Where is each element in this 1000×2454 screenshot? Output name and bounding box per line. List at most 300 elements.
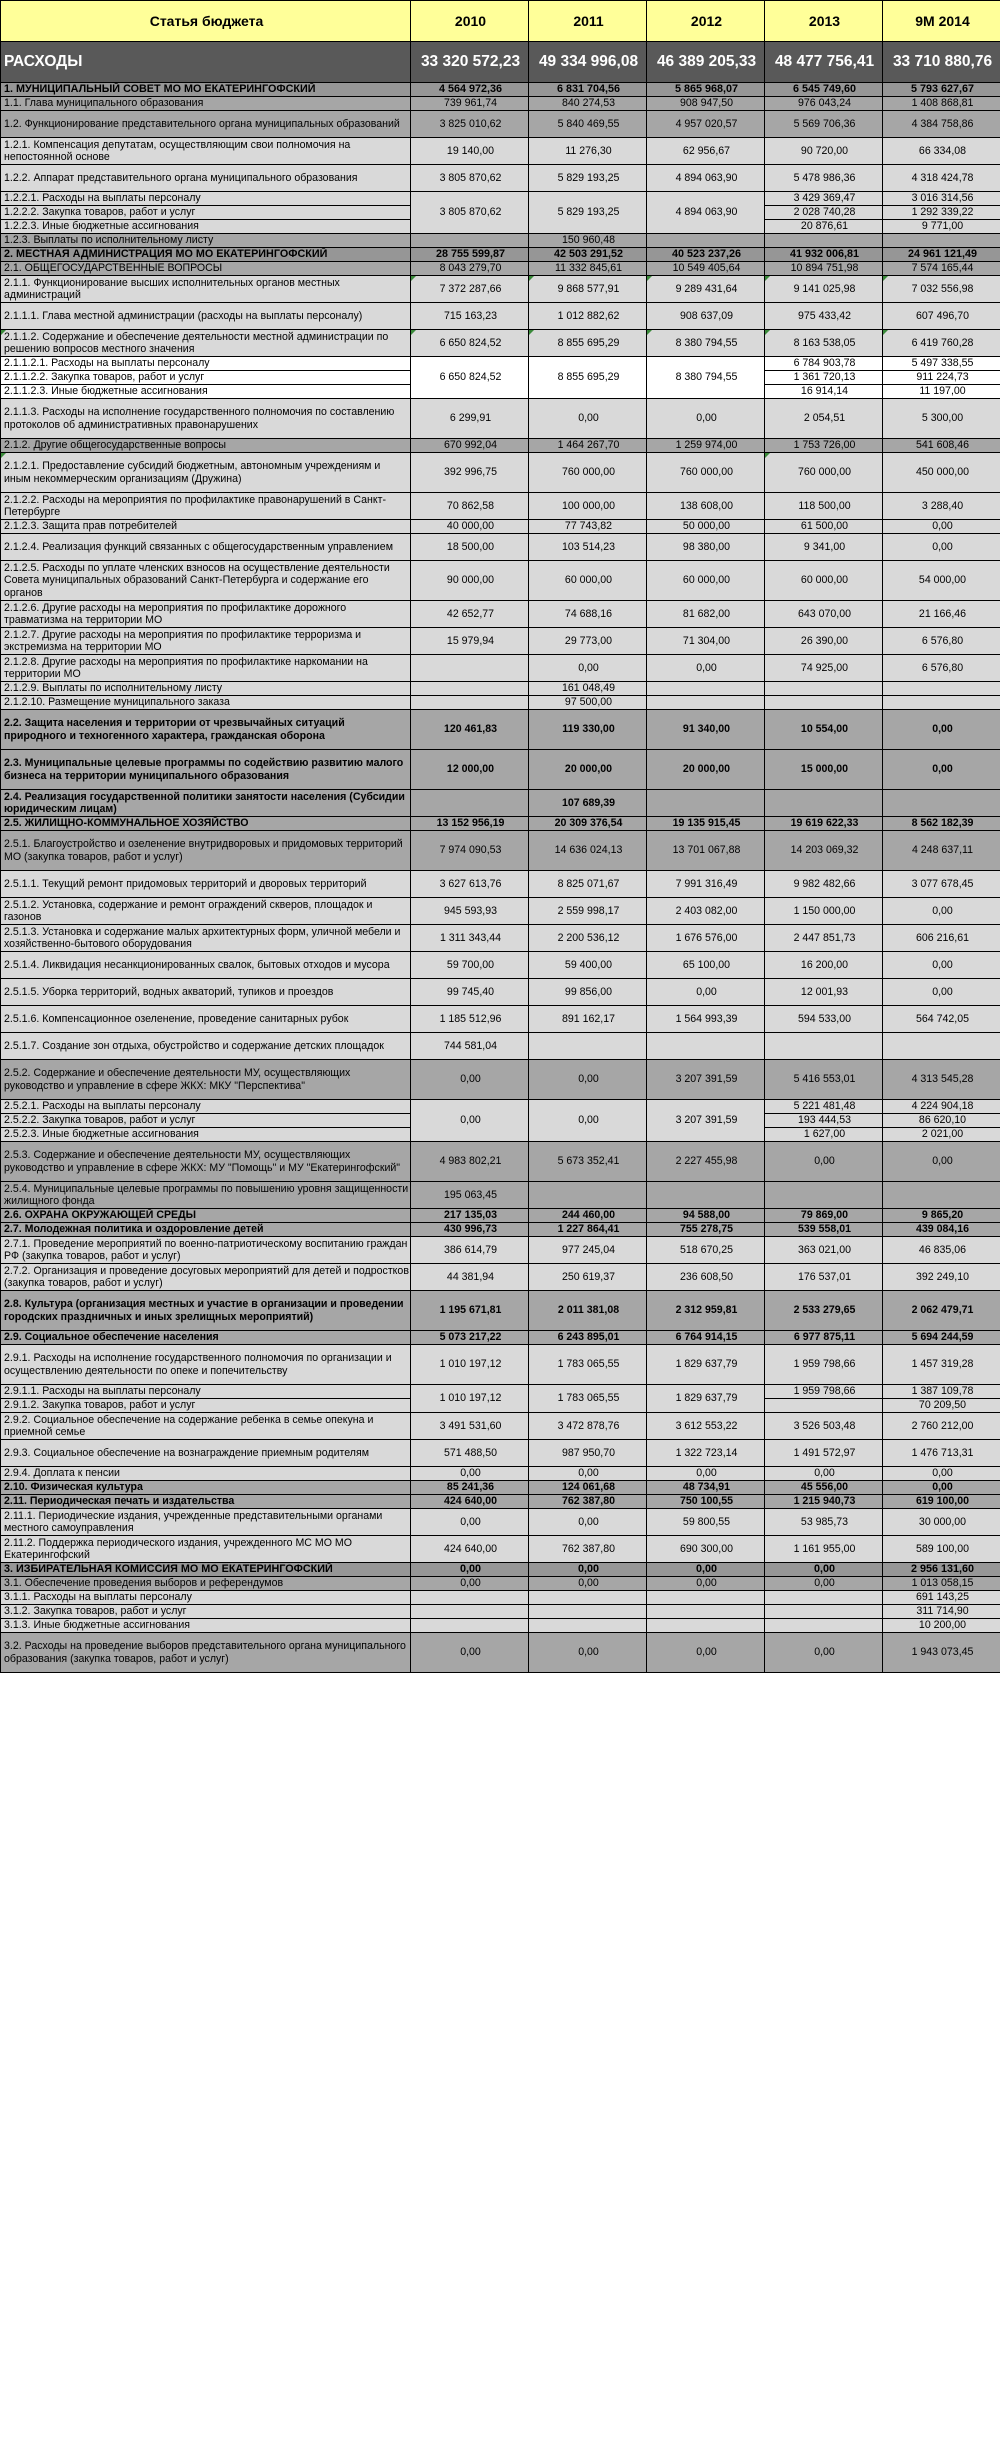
- row-value: 3 805 870,62: [411, 192, 529, 234]
- table-row: [1, 710, 1000, 750]
- table-row: [1, 439, 1000, 453]
- row-value: 0,00: [529, 1100, 647, 1142]
- row-value: 1 387 109,78: [883, 1385, 1000, 1399]
- row-value: 24 961 121,49: [883, 248, 1000, 262]
- row-value: [765, 1033, 883, 1060]
- row-value: 1 010 197,12: [411, 1345, 529, 1385]
- table-row: [1, 1182, 1000, 1209]
- row-label: 1. МУНИЦИПАЛЬНЫЙ СОВЕТ МО МО ЕКАТЕРИНГОФСКИЙ: [1, 83, 411, 97]
- column-header-2011: 2011: [529, 1, 647, 42]
- row-value: 1 959 798,66: [765, 1345, 883, 1385]
- table-row: [1, 696, 1000, 710]
- row-value: 7 372 287,66: [411, 276, 529, 303]
- row-value: [883, 234, 1000, 248]
- table-row: [1, 1605, 1000, 1619]
- table-row: [1, 248, 1000, 262]
- row-value: 16 200,00: [765, 952, 883, 979]
- row-value: 91 340,00: [647, 710, 765, 750]
- row-value: [883, 1033, 1000, 1060]
- header-row: [1, 1, 1000, 42]
- row-value: 2 403 082,00: [647, 898, 765, 925]
- row-value: 1 311 343,44: [411, 925, 529, 952]
- row-value: 5 300,00: [883, 399, 1000, 439]
- row-value: 12 000,00: [411, 750, 529, 790]
- table-row: [1, 628, 1000, 655]
- row-value: 1 361 720,13: [765, 371, 883, 385]
- row-value: 40 523 237,26: [647, 248, 765, 262]
- row-value: 0,00: [529, 1563, 647, 1577]
- row-value: 1 627,00: [765, 1128, 883, 1142]
- row-value: 450 000,00: [883, 453, 1000, 493]
- row-value: 840 274,53: [529, 97, 647, 111]
- row-value: 120 461,83: [411, 710, 529, 750]
- table-row: [1, 330, 1000, 357]
- row-value: 6 784 903,78: [765, 357, 883, 371]
- row-value: 2 760 212,00: [883, 1413, 1000, 1440]
- table-row: [1, 1563, 1000, 1577]
- row-label: 2.5.1.3. Установка и содержание малых архитектурных форм, уличной мебели и хозяйственно-бытового оборудования: [1, 925, 411, 952]
- row-value: 0,00: [647, 979, 765, 1006]
- row-value: 4 564 972,36: [411, 83, 529, 97]
- row-value: 424 640,00: [411, 1495, 529, 1509]
- row-value: 7 574 165,44: [883, 262, 1000, 276]
- row-value: 1 959 798,66: [765, 1385, 883, 1399]
- row-label: 3.1.2. Закупка товаров, работ и услуг: [1, 1605, 411, 1619]
- row-value: 21 166,46: [883, 601, 1000, 628]
- row-value: 1 753 726,00: [765, 439, 883, 453]
- row-value: 62 956,67: [647, 138, 765, 165]
- row-value: 20 000,00: [647, 750, 765, 790]
- row-label: 2.1.1.1. Глава местной администрации (расходы на выплаты персоналу): [1, 303, 411, 330]
- row-value: 3 288,40: [883, 493, 1000, 520]
- row-value: 1 491 572,97: [765, 1440, 883, 1467]
- row-label: 2.1.2.4. Реализация функций связанных с общегосударственным управлением: [1, 534, 411, 561]
- table-row: [1, 1495, 1000, 1509]
- row-label: 2.6. ОХРАНА ОКРУЖАЮЩЕЙ СРЕДЫ: [1, 1209, 411, 1223]
- table-row: [1, 601, 1000, 628]
- row-value: 2 021,00: [883, 1128, 1000, 1142]
- row-value: 1 464 267,70: [529, 439, 647, 453]
- table-row: [1, 234, 1000, 248]
- row-label: 2.1.2.10. Размещение муниципального заказа: [1, 696, 411, 710]
- row-value: 18 500,00: [411, 534, 529, 561]
- row-label: 2.1.1.3. Расходы на исполнение государственного полномочия по составлению протоколов об административных правонарушених: [1, 399, 411, 439]
- table-row: [1, 1413, 1000, 1440]
- row-value: 74 925,00: [765, 655, 883, 682]
- table-row: [1, 790, 1000, 817]
- row-value: 1 215 940,73: [765, 1495, 883, 1509]
- row-value: 0,00: [883, 750, 1000, 790]
- row-value: 0,00: [883, 898, 1000, 925]
- row-value: 54 000,00: [883, 561, 1000, 601]
- row-value: 4 248 637,11: [883, 831, 1000, 871]
- row-value: 16 914,14: [765, 385, 883, 399]
- row-value: 71 304,00: [647, 628, 765, 655]
- total-label: РАСХОДЫ: [1, 42, 411, 83]
- row-value: 975 433,42: [765, 303, 883, 330]
- row-value: 0,00: [647, 1577, 765, 1591]
- row-value: 2 054,51: [765, 399, 883, 439]
- row-value: [765, 234, 883, 248]
- row-value: [647, 1619, 765, 1633]
- row-value: 0,00: [883, 979, 1000, 1006]
- row-value: 1 010 197,12: [411, 1385, 529, 1413]
- row-value: 987 950,70: [529, 1440, 647, 1467]
- row-value: 589 100,00: [883, 1536, 1000, 1563]
- row-value: [411, 1591, 529, 1605]
- row-label: 2.5.1.7. Создание зон отдыха, обустройство и содержание детских площадок: [1, 1033, 411, 1060]
- row-value: 42 652,77: [411, 601, 529, 628]
- row-label: 2.7.1. Проведение мероприятий по военно-патриотическому воспитанию граждан РФ (закупка товаров, работ и услуг): [1, 1237, 411, 1264]
- table-row: [1, 925, 1000, 952]
- table-row: [1, 83, 1000, 97]
- row-label: 2.4. Реализация государственной политики занятости населения (Субсидии юридическим лицам): [1, 790, 411, 817]
- row-value: 99 856,00: [529, 979, 647, 1006]
- table-row: [1, 1619, 1000, 1633]
- row-value: 6 299,91: [411, 399, 529, 439]
- row-value: 70 862,58: [411, 493, 529, 520]
- row-label: 2.9.4. Доплата к пенсии: [1, 1467, 411, 1481]
- row-value: 1 829 637,79: [647, 1345, 765, 1385]
- row-value: 20 876,61: [765, 220, 883, 234]
- table-row: [1, 262, 1000, 276]
- row-value: 65 100,00: [647, 952, 765, 979]
- row-value: 14 203 069,32: [765, 831, 883, 871]
- row-value: 195 063,45: [411, 1182, 529, 1209]
- row-value: 8 855 695,29: [529, 357, 647, 399]
- row-value: [883, 682, 1000, 696]
- row-value: 99 745,40: [411, 979, 529, 1006]
- row-value: 42 503 291,52: [529, 248, 647, 262]
- row-value: 250 619,37: [529, 1264, 647, 1291]
- column-header-2010: 2010: [411, 1, 529, 42]
- row-value: 1 943 073,45: [883, 1633, 1000, 1673]
- row-value: 4 224 904,18: [883, 1100, 1000, 1114]
- row-value: 0,00: [883, 1142, 1000, 1182]
- row-value: 0,00: [411, 1060, 529, 1100]
- row-value: 3 627 613,76: [411, 871, 529, 898]
- row-value: [647, 1591, 765, 1605]
- row-label: 3.1. Обеспечение проведения выборов и референдумов: [1, 1577, 411, 1591]
- table-row: [1, 1264, 1000, 1291]
- row-value: 48 734,91: [647, 1481, 765, 1495]
- row-value: 5 497 338,55: [883, 357, 1000, 371]
- row-value: 2 227 455,98: [647, 1142, 765, 1182]
- row-value: 217 135,03: [411, 1209, 529, 1223]
- row-label: 2.5.1.6. Компенсационное озеленение, проведение санитарных рубок: [1, 1006, 411, 1033]
- row-value: 107 689,39: [529, 790, 647, 817]
- row-value: 9 341,00: [765, 534, 883, 561]
- row-value: 10 200,00: [883, 1619, 1000, 1633]
- row-value: 1 476 713,31: [883, 1440, 1000, 1467]
- row-value: 19 619 622,33: [765, 817, 883, 831]
- table-row: [1, 357, 1000, 371]
- row-value: 59 700,00: [411, 952, 529, 979]
- row-value: 363 021,00: [765, 1237, 883, 1264]
- row-value: 0,00: [529, 1467, 647, 1481]
- row-label: 2.1.1.2.1. Расходы на выплаты персоналу: [1, 357, 411, 371]
- row-value: [765, 790, 883, 817]
- row-label: 1.2.2.2. Закупка товаров, работ и услуг: [1, 206, 411, 220]
- row-value: 14 636 024,13: [529, 831, 647, 871]
- row-value: 6 977 875,11: [765, 1331, 883, 1345]
- row-label: 2.9. Социальное обеспечение населения: [1, 1331, 411, 1345]
- row-value: 2 028 740,28: [765, 206, 883, 220]
- total-row: [1, 42, 1000, 83]
- row-value: 8 855 695,29: [529, 330, 647, 357]
- row-value: 0,00: [647, 1563, 765, 1577]
- row-label: 2.1.2.5. Расходы по уплате членских взносов на осуществление деятельности Совета муниципальных образований Санкт-Петербурга и содержание его органов: [1, 561, 411, 601]
- row-value: [765, 682, 883, 696]
- row-value: 10 554,00: [765, 710, 883, 750]
- row-value: [647, 790, 765, 817]
- row-value: 9 141 025,98: [765, 276, 883, 303]
- row-value: 539 558,01: [765, 1223, 883, 1237]
- row-value: 0,00: [529, 1509, 647, 1536]
- row-value: 0,00: [529, 1577, 647, 1591]
- row-value: 8 043 279,70: [411, 262, 529, 276]
- row-value: 739 961,74: [411, 97, 529, 111]
- row-value: 5 829 193,25: [529, 192, 647, 234]
- row-value: [647, 1182, 765, 1209]
- row-value: [765, 1591, 883, 1605]
- total-value: 49 334 996,08: [529, 42, 647, 83]
- row-value: 5 829 193,25: [529, 165, 647, 192]
- row-value: 1 829 637,79: [647, 1385, 765, 1413]
- row-value: 4 894 063,90: [647, 165, 765, 192]
- row-value: 762 387,80: [529, 1495, 647, 1509]
- row-value: 19 135 915,45: [647, 817, 765, 831]
- row-value: 715 163,23: [411, 303, 529, 330]
- row-value: [529, 1619, 647, 1633]
- row-value: [647, 682, 765, 696]
- row-value: 8 380 794,55: [647, 330, 765, 357]
- row-label: 2.5.2. Содержание и обеспечение деятельности МУ, осуществляющих руководство и управление в сфере ЖКХ: МКУ "Перспектива": [1, 1060, 411, 1100]
- row-label: 2.5.3. Содержание и обеспечение деятельности МУ, осуществляющих руководство и управление в сфере ЖКХ: МУ "Помощь" и МУ "Екатерингофский": [1, 1142, 411, 1182]
- row-value: 11 197,00: [883, 385, 1000, 399]
- total-value: 33 320 572,23: [411, 42, 529, 83]
- row-value: [765, 1605, 883, 1619]
- row-value: 9 289 431,64: [647, 276, 765, 303]
- row-value: 0,00: [411, 1100, 529, 1142]
- row-value: 755 278,75: [647, 1223, 765, 1237]
- table-row: [1, 750, 1000, 790]
- row-value: 0,00: [883, 520, 1000, 534]
- row-value: 66 334,08: [883, 138, 1000, 165]
- row-value: [883, 1182, 1000, 1209]
- row-label: 2.9.3. Социальное обеспечение на вознаграждение приемным родителям: [1, 1440, 411, 1467]
- table-row: [1, 871, 1000, 898]
- table-row: [1, 534, 1000, 561]
- row-value: 74 688,16: [529, 601, 647, 628]
- row-label: 2.5.4. Муниципальные целевые программы по повышению уровня защищенности жилищного фонда: [1, 1182, 411, 1209]
- table-row: [1, 111, 1000, 138]
- row-value: 161 048,49: [529, 682, 647, 696]
- table-row: [1, 399, 1000, 439]
- row-value: 97 500,00: [529, 696, 647, 710]
- row-value: 0,00: [529, 399, 647, 439]
- row-value: 53 985,73: [765, 1509, 883, 1536]
- total-value: 48 477 756,41: [765, 42, 883, 83]
- row-label: 1.2.2.1. Расходы на выплаты персоналу: [1, 192, 411, 206]
- column-header-9m2014: 9М 2014: [883, 1, 1000, 42]
- row-value: [647, 1033, 765, 1060]
- row-value: [529, 1605, 647, 1619]
- row-value: 138 608,00: [647, 493, 765, 520]
- row-value: 13 152 956,19: [411, 817, 529, 831]
- row-label: 2.11. Периодическая печать и издательства: [1, 1495, 411, 1509]
- row-value: 193 444,53: [765, 1114, 883, 1128]
- row-value: 1 783 065,55: [529, 1385, 647, 1413]
- table-row: [1, 952, 1000, 979]
- table-row: [1, 1591, 1000, 1605]
- row-value: 1 161 955,00: [765, 1536, 883, 1563]
- row-value: 1 259 974,00: [647, 439, 765, 453]
- row-value: 11 276,30: [529, 138, 647, 165]
- row-label: 2.10. Физическая культура: [1, 1481, 411, 1495]
- row-value: 6 576,80: [883, 655, 1000, 682]
- row-label: 2.1.1.2.3. Иные бюджетные ассигнования: [1, 385, 411, 399]
- row-value: 386 614,79: [411, 1237, 529, 1264]
- table-row: [1, 1440, 1000, 1467]
- column-header-2012: 2012: [647, 1, 765, 42]
- row-value: 8 163 538,05: [765, 330, 883, 357]
- table-row: [1, 1509, 1000, 1536]
- row-value: 79 869,00: [765, 1209, 883, 1223]
- row-label: 3. ИЗБИРАТЕЛЬНАЯ КОМИССИЯ МО МО ЕКАТЕРИНГОФСКИЙ: [1, 1563, 411, 1577]
- row-value: 5 416 553,01: [765, 1060, 883, 1100]
- row-value: 4 957 020,57: [647, 111, 765, 138]
- row-value: 119 330,00: [529, 710, 647, 750]
- row-value: 606 216,61: [883, 925, 1000, 952]
- row-value: 424 640,00: [411, 1536, 529, 1563]
- table-row: [1, 192, 1000, 206]
- row-value: 3 825 010,62: [411, 111, 529, 138]
- row-value: 90 720,00: [765, 138, 883, 165]
- table-row: [1, 138, 1000, 165]
- row-value: 5 478 986,36: [765, 165, 883, 192]
- row-value: 8 825 071,67: [529, 871, 647, 898]
- row-value: 15 000,00: [765, 750, 883, 790]
- row-value: 760 000,00: [529, 453, 647, 493]
- row-value: 891 162,17: [529, 1006, 647, 1033]
- row-value: 6 764 914,15: [647, 1331, 765, 1345]
- row-value: 81 682,00: [647, 601, 765, 628]
- row-value: 20 309 376,54: [529, 817, 647, 831]
- row-value: 594 533,00: [765, 1006, 883, 1033]
- row-value: 9 865,20: [883, 1209, 1000, 1223]
- row-value: 40 000,00: [411, 520, 529, 534]
- row-value: 0,00: [765, 1577, 883, 1591]
- row-label: 2.3. Муниципальные целевые программы по содействию развитию малого бизнеса на территории муниципального образования: [1, 750, 411, 790]
- row-value: 762 387,80: [529, 1536, 647, 1563]
- row-label: 3.1.1. Расходы на выплаты персоналу: [1, 1591, 411, 1605]
- row-value: 19 140,00: [411, 138, 529, 165]
- row-label: 1.2.2. Аппарат представительного органа муниципального образования: [1, 165, 411, 192]
- row-value: 392 996,75: [411, 453, 529, 493]
- row-value: 13 701 067,88: [647, 831, 765, 871]
- row-value: 0,00: [883, 1481, 1000, 1495]
- row-value: 2 312 959,81: [647, 1291, 765, 1331]
- row-value: [411, 655, 529, 682]
- row-value: 100 000,00: [529, 493, 647, 520]
- row-value: 6 243 895,01: [529, 1331, 647, 1345]
- row-value: 6 831 704,56: [529, 83, 647, 97]
- row-value: 7 032 556,98: [883, 276, 1000, 303]
- row-value: [647, 696, 765, 710]
- row-value: 60 000,00: [647, 561, 765, 601]
- row-value: 50 000,00: [647, 520, 765, 534]
- row-value: 439 084,16: [883, 1223, 1000, 1237]
- row-value: 392 249,10: [883, 1264, 1000, 1291]
- row-value: 0,00: [883, 710, 1000, 750]
- row-value: [411, 790, 529, 817]
- row-value: 60 000,00: [529, 561, 647, 601]
- row-value: 2 200 536,12: [529, 925, 647, 952]
- row-label: 2.1.2.3. Защита прав потребителей: [1, 520, 411, 534]
- table-row: [1, 561, 1000, 601]
- row-label: 2.9.1.1. Расходы на выплаты персоналу: [1, 1385, 411, 1399]
- row-value: 670 992,04: [411, 439, 529, 453]
- row-value: 86 620,10: [883, 1114, 1000, 1128]
- row-value: 6 650 824,52: [411, 330, 529, 357]
- row-value: 2 559 998,17: [529, 898, 647, 925]
- row-value: [765, 696, 883, 710]
- row-value: 9 771,00: [883, 220, 1000, 234]
- row-label: 2.8. Культура (организация местных и участие в организации и проведении городских праздничных и иных зрелищных мероприятий): [1, 1291, 411, 1331]
- row-value: 59 800,55: [647, 1509, 765, 1536]
- row-label: 1.2.1. Компенсация депутатам, осуществляющим свои полномочия на непостоянной основе: [1, 138, 411, 165]
- column-header-label: Статья бюджета: [1, 1, 411, 42]
- row-value: 0,00: [765, 1563, 883, 1577]
- row-value: 3 805 870,62: [411, 165, 529, 192]
- row-value: 0,00: [883, 952, 1000, 979]
- row-value: 1 185 512,96: [411, 1006, 529, 1033]
- row-value: 0,00: [883, 534, 1000, 561]
- row-label: 1.2.3. Выплаты по исполнительному листу: [1, 234, 411, 248]
- row-label: 2.1.2.9. Выплаты по исполнительному листу: [1, 682, 411, 696]
- table-row: [1, 1100, 1000, 1114]
- table-row: [1, 493, 1000, 520]
- row-value: 0,00: [411, 1633, 529, 1673]
- row-value: 8 562 182,39: [883, 817, 1000, 831]
- row-label: 2.1.2.2. Расходы на мероприятия по профилактике правонарушений в Санкт-Петербурге: [1, 493, 411, 520]
- row-value: 28 755 599,87: [411, 248, 529, 262]
- row-label: 2.1.1.2.2. Закупка товаров, работ и услуг: [1, 371, 411, 385]
- row-value: 518 670,25: [647, 1237, 765, 1264]
- row-value: 6 650 824,52: [411, 357, 529, 399]
- row-value: 0,00: [647, 1467, 765, 1481]
- row-label: 2.5.2.2. Закупка товаров, работ и услуг: [1, 1114, 411, 1128]
- row-value: 0,00: [647, 399, 765, 439]
- row-value: 3 472 878,76: [529, 1413, 647, 1440]
- row-value: 5 073 217,22: [411, 1331, 529, 1345]
- row-value: 45 556,00: [765, 1481, 883, 1495]
- row-value: 4 313 545,28: [883, 1060, 1000, 1100]
- table-row: [1, 1633, 1000, 1673]
- row-value: 0,00: [883, 1467, 1000, 1481]
- table-row: [1, 453, 1000, 493]
- row-value: 607 496,70: [883, 303, 1000, 330]
- row-value: 1 292 339,22: [883, 206, 1000, 220]
- row-value: 1 457 319,28: [883, 1345, 1000, 1385]
- row-value: 4 983 802,21: [411, 1142, 529, 1182]
- row-label: 2.1.2.1. Предоставление субсидий бюджетным, автономным учреждениям и иным некоммерческим организациям (Дружина): [1, 453, 411, 493]
- row-value: [765, 1619, 883, 1633]
- row-value: 3 077 678,45: [883, 871, 1000, 898]
- row-value: 6 419 760,28: [883, 330, 1000, 357]
- row-label: 2.5.1.4. Ликвидация несанкционированных свалок, бытовых отходов и мусора: [1, 952, 411, 979]
